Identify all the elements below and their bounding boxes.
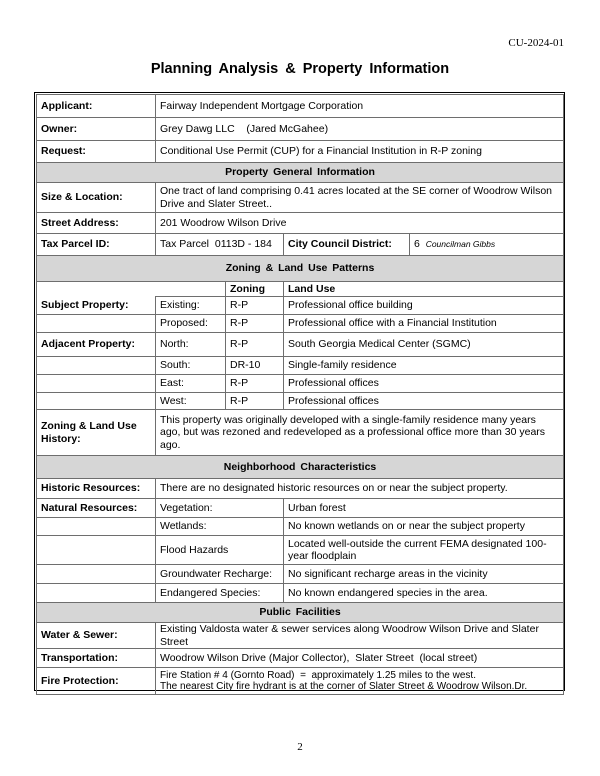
page-title: Planning Analysis & Property Information <box>150 61 450 77</box>
zoning-cell: DR-10 <box>226 357 284 375</box>
street-address-row <box>37 213 564 234</box>
resource-value: No known wetlands on or near the subject property <box>284 518 564 536</box>
resource-value: Located well-outside the current FEMA designated 100-year floodplain <box>284 536 564 565</box>
table-row <box>37 357 564 375</box>
table-row <box>37 375 564 393</box>
direction-cell: South: <box>156 357 226 375</box>
zoning-cell: R-P <box>226 393 284 410</box>
owner-row <box>37 118 564 141</box>
tax-parcel-row <box>37 234 564 256</box>
council-district-value <box>410 234 564 256</box>
land-use-col-header: Land Use <box>284 282 564 297</box>
neighborhood-heading: Neighborhood Characteristics <box>37 456 564 479</box>
applicant-label: Applicant: <box>37 95 156 118</box>
direction-cell: Proposed: <box>156 315 226 333</box>
zoning-col-header: Zoning <box>226 282 284 297</box>
neighborhood-header <box>37 456 564 479</box>
transportation-label: Transportation: <box>37 649 156 668</box>
water-sewer-row <box>37 623 564 649</box>
applicant-row <box>37 95 564 118</box>
table-row <box>37 518 564 536</box>
resource-value: No known endangered species in the area. <box>284 584 564 603</box>
zoning-heading: Zoning & Land Use Patterns <box>37 256 564 282</box>
historic-resources-value: There are no designated historic resources on or near the subject property. <box>156 479 564 499</box>
historic-resources-row <box>37 479 564 499</box>
zoning-history-label: Zoning & Land Use History: <box>37 410 156 456</box>
councilman-name: Councilman Gibbs <box>425 239 496 250</box>
table-row <box>37 393 564 410</box>
zoning-column-headers <box>37 282 564 297</box>
zoning-cell: R-P <box>226 333 284 357</box>
owner-value: Grey Dawg LLC (Jared McGahee) <box>156 118 564 141</box>
zoning-history-value: This property was originally developed with a single-family residence many years ago, but was rezoned and redeveloped as a professional office more than 30 years ago. <box>156 410 564 456</box>
property-general-heading: Property General Information <box>37 163 564 183</box>
property-general-header <box>37 163 564 183</box>
planning-table <box>36 94 564 695</box>
transportation-value: Woodrow Wilson Drive (Major Collector), Slater Street (local street) <box>156 649 564 668</box>
resource-name: Flood Hazards <box>156 536 284 565</box>
subject-property-label: Subject Property: <box>37 297 156 315</box>
fire-protection-row <box>37 668 564 695</box>
request-label: Request: <box>37 141 156 163</box>
direction-cell: West: <box>156 393 226 410</box>
zoning-cell: R-P <box>226 297 284 315</box>
size-location-label: Size & Location: <box>37 183 156 213</box>
table-row <box>37 297 564 315</box>
direction-cell: Existing: <box>156 297 226 315</box>
land-use-cell: Professional offices <box>284 375 564 393</box>
direction-cell: North: <box>156 333 226 357</box>
resource-name: Groundwater Recharge: <box>156 565 284 584</box>
request-row <box>37 141 564 163</box>
land-use-cell: Single-family residence <box>284 357 564 375</box>
direction-cell: East: <box>156 375 226 393</box>
council-district-label: City Council District: <box>284 234 410 256</box>
tax-parcel-label: Tax Parcel ID: <box>37 234 156 256</box>
land-use-cell: Professional office building <box>284 297 564 315</box>
resource-name: Endangered Species: <box>156 584 284 603</box>
council-district-number: 6 <box>414 238 420 251</box>
land-use-cell: Professional office with a Financial Institution <box>284 315 564 333</box>
applicant-value: Fairway Independent Mortgage Corporation <box>156 95 564 118</box>
tax-parcel-value: Tax Parcel 0113D - 184 <box>156 234 284 256</box>
table-row <box>37 565 564 584</box>
size-location-value: One tract of land comprising 0.41 acres located at the SE corner of Woodrow Wilson Drive and Slater Street.. <box>156 183 564 213</box>
resource-value: No significant recharge areas in the vicinity <box>284 565 564 584</box>
owner-label: Owner: <box>37 118 156 141</box>
street-address-value: 201 Woodrow Wilson Drive <box>156 213 564 234</box>
page-number: 2 <box>297 741 303 753</box>
water-sewer-value: Existing Valdosta water & sewer services along Woodrow Wilson Drive and Slater Street <box>156 623 564 649</box>
fire-hydrant-line: The nearest City fire hydrant is at the corner of Slater Street & Woodrow Wilson.Dr. <box>160 681 528 692</box>
table-row <box>37 333 564 357</box>
adjacent-property-label: Adjacent Property: <box>37 333 156 357</box>
request-value: Conditional Use Permit (CUP) for a Financial Institution in R-P zoning <box>156 141 564 163</box>
fire-protection-label: Fire Protection: <box>37 668 156 695</box>
street-address-label: Street Address: <box>37 213 156 234</box>
land-use-cell: South Georgia Medical Center (SGMC) <box>284 333 564 357</box>
table-row <box>37 315 564 333</box>
zoning-history-row <box>37 410 564 456</box>
natural-resources-label: Natural Resources: <box>37 499 156 518</box>
fire-protection-value <box>156 668 564 695</box>
historic-resources-label: Historic Resources: <box>37 479 156 499</box>
table-row <box>37 499 564 518</box>
table-row <box>37 584 564 603</box>
resource-name: Vegetation: <box>156 499 284 518</box>
zoning-cell: R-P <box>226 315 284 333</box>
fire-station-line: Fire Station # 4 (Gornto Road) = approximately 1.25 miles to the west. <box>160 669 476 681</box>
public-facilities-heading: Public Facilities <box>37 603 564 623</box>
size-location-row <box>37 183 564 213</box>
transportation-row <box>37 649 564 668</box>
land-use-cell: Professional offices <box>284 393 564 410</box>
water-sewer-label: Water & Sewer: <box>37 623 156 649</box>
public-facilities-header <box>37 603 564 623</box>
table-row <box>37 536 564 565</box>
zoning-cell: R-P <box>226 375 284 393</box>
document-id: CU-2024-01 <box>508 37 564 49</box>
zoning-header <box>37 256 564 282</box>
resource-value: Urban forest <box>284 499 564 518</box>
resource-name: Wetlands: <box>156 518 284 536</box>
